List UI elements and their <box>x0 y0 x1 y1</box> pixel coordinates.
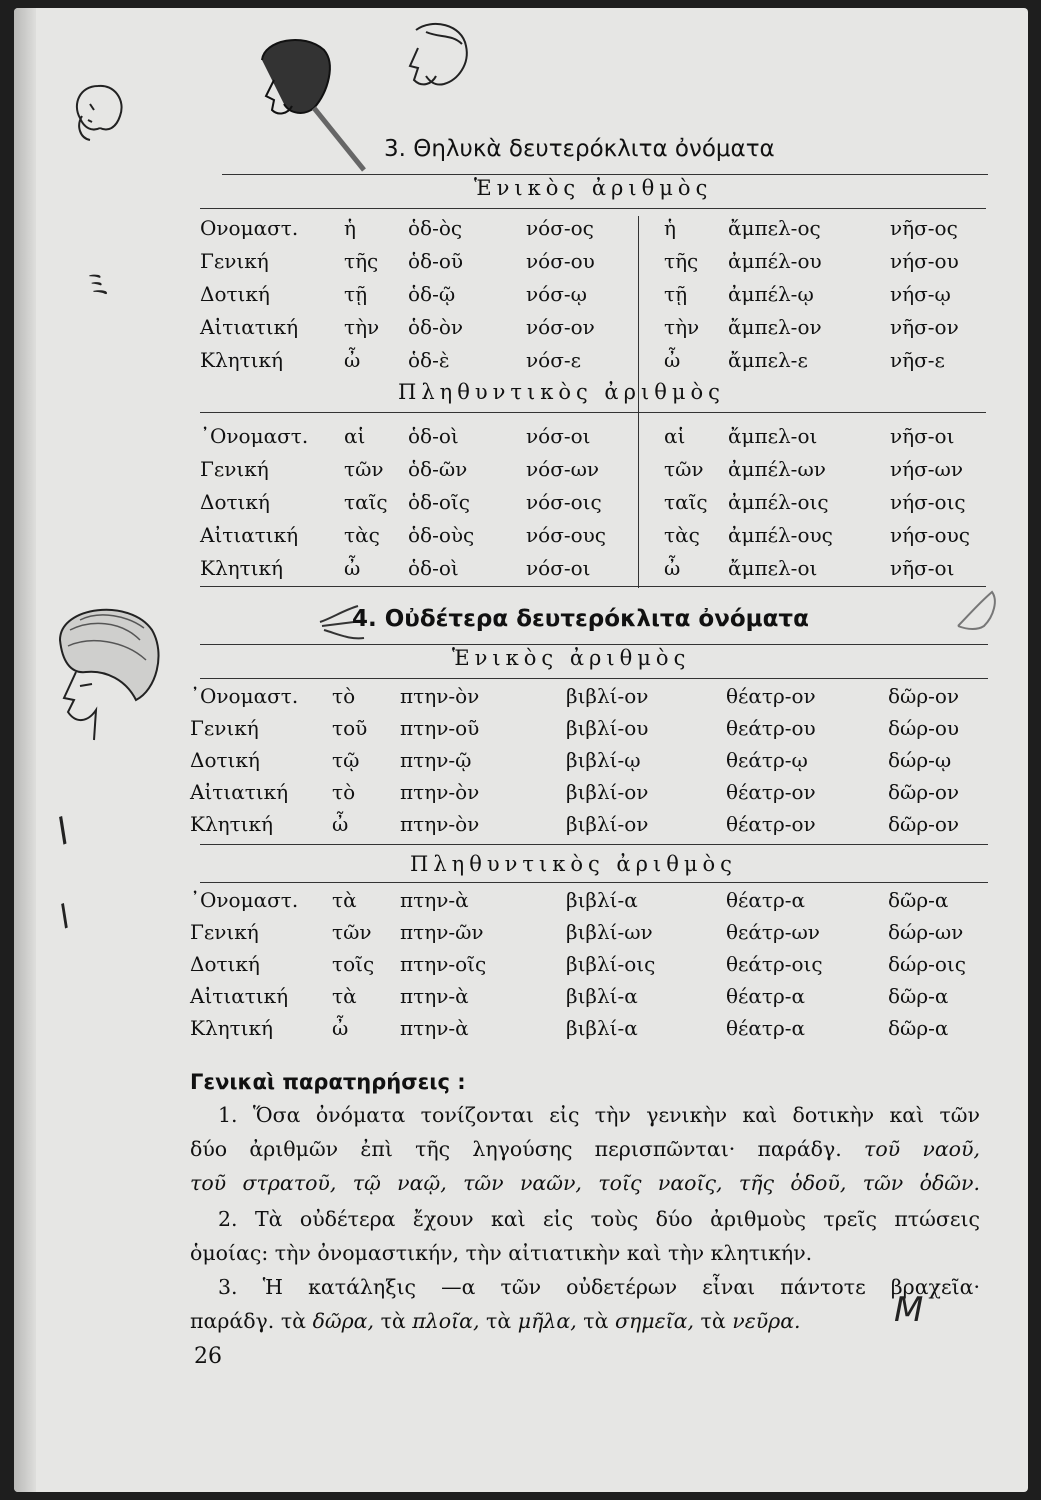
remark-text: τὰ <box>380 1309 406 1333</box>
table-cell: πτην-ὸν <box>400 812 480 836</box>
table-cell: ὦ <box>332 1016 349 1040</box>
remark-example: δῶρα, <box>312 1309 375 1333</box>
table-cell: Γενική <box>190 920 259 944</box>
table-cell: βιβλί-ων <box>566 920 653 944</box>
table-cell: τὴν <box>344 315 380 339</box>
table-cell: δῶρ-α <box>888 888 949 912</box>
remark-example: τοῦ ναοῦ, <box>864 1137 980 1161</box>
table-cell: Αἰτιατική <box>200 315 299 339</box>
table-cell: ὁδ-ὸν <box>408 315 464 339</box>
table-cell: θέατρ-α <box>726 984 805 1008</box>
table-cell: νῆσ-ος <box>890 216 958 240</box>
table-cell: πτην-ὰ <box>400 888 469 912</box>
remark-text: δύο ἀριθμῶν ἐπὶ τῆς ληγούσης περισπῶνται· παράδγ. <box>190 1137 842 1161</box>
table-cell: νόσ-ου <box>526 249 595 273</box>
table-cell: ὁδ-οῦ <box>408 249 464 273</box>
remark-line: ὁμοίας: τὴν ὀνομαστικήν, τὴν αἰτιατικὴν καὶ τὴν κλητικήν. <box>190 1241 813 1265</box>
table-cell: νόσ-οις <box>526 490 602 514</box>
table-cell: Δοτική <box>200 490 270 514</box>
table-cell: νήσ-ῳ <box>890 282 951 306</box>
table-cell: Αἰτιατική <box>190 780 289 804</box>
section-3-title: 3. Θηλυκὰ δευτερόκλιτα ὀνόματα <box>384 136 775 162</box>
table-cell: τῇ <box>664 282 688 306</box>
table-cell: τὰς <box>664 523 700 547</box>
table-cell: τὰ <box>332 984 357 1008</box>
table-cell: νήσ-οις <box>890 490 966 514</box>
table-cell: τῶν <box>332 920 372 944</box>
table-cell: ὁδ-οὺς <box>408 523 475 547</box>
table-cell: δῶρ-α <box>888 1016 949 1040</box>
table-cell: νόσ-οι <box>526 556 591 580</box>
handwritten-scribble-icon <box>948 586 1008 634</box>
remark-example: σημεῖα, <box>614 1309 694 1333</box>
singular-label: Ἑνικὸς ἀριθμὸς <box>474 176 713 200</box>
remark-example: μῆλα, <box>517 1309 577 1333</box>
remarks-heading: Γενικαὶ παρατηρήσεις : <box>190 1070 466 1094</box>
table-cell: βιβλί-οις <box>566 952 656 976</box>
table-cell: ἀμπέλ-ους <box>728 523 833 547</box>
table-cell: αἱ <box>344 424 366 448</box>
table-cell: ἀμπέλ-ων <box>728 457 826 481</box>
table-cell: νόσ-ους <box>526 523 607 547</box>
table-cell: νόσ-οι <box>526 424 591 448</box>
table-cell: Γενική <box>190 716 259 740</box>
table-cell: τῶν <box>344 457 384 481</box>
table-cell: ὁδ-οὶ <box>408 424 459 448</box>
remark-line: 1. Ὅσα ὀνόματα τονίζονται εἰς τὴν γενικὴν καὶ δοτικὴν καὶ τῶν <box>218 1103 980 1127</box>
table-cell: Δοτική <box>190 952 260 976</box>
table-cell: νόσ-ον <box>526 315 595 339</box>
table-cell: Δοτική <box>200 282 270 306</box>
table-cell: νόσ-ων <box>526 457 600 481</box>
table-cell: ἄμπελ-ε <box>728 348 808 372</box>
table-cell: ταῖς <box>664 490 708 514</box>
face-doodle-large-icon <box>40 600 170 750</box>
face-doodle-hat-icon <box>244 30 384 180</box>
table-cell: ᾿Ονομαστ. <box>200 424 309 448</box>
table-cell: θεάτρ-ῳ <box>726 748 808 772</box>
table-cell: Αἰτιατική <box>190 984 289 1008</box>
plural-label: Πληθυντικὸς ἀριθμὸς <box>398 380 725 404</box>
table-cell: ὁδ-ὸς <box>408 216 463 240</box>
section-4-title: 4. Οὐδέτερα δευτερόκλιτα ὀνόματα <box>352 606 809 632</box>
table-cell: πτην-οῦ <box>400 716 480 740</box>
table-cell: ὦ <box>664 348 681 372</box>
handwritten-mark: M <box>894 1290 924 1330</box>
table-cell: τῷ <box>332 748 360 772</box>
table-cell: τὸ <box>332 780 356 804</box>
table-cell: ἄμπελ-ον <box>728 315 822 339</box>
table-cell: νῆσ-ον <box>890 315 959 339</box>
table-cell: τῆς <box>344 249 379 273</box>
table-cell: τὰ <box>332 888 357 912</box>
page-binding-edge <box>14 8 36 1492</box>
table-cell: νῆσ-ε <box>890 348 945 372</box>
remark-line: 3. Ἡ κατάληξις —α τῶν οὐδετέρων εἶναι πάντοτε βραχεῖα· <box>218 1275 980 1299</box>
table-cell: Κλητική <box>200 348 283 372</box>
handwritten-mark: l <box>53 897 76 937</box>
table-cell: ὦ <box>332 812 349 836</box>
table-cell: δῶρ-ον <box>888 812 960 836</box>
table-cell: βιβλί-ον <box>566 780 649 804</box>
table-cell: νῆσ-οι <box>890 556 955 580</box>
table-cell: πτην-ῷ <box>400 748 472 772</box>
table-cell: τῶν <box>664 457 704 481</box>
table-cell: ὦ <box>664 556 681 580</box>
table-cell: ὁδ-ὲ <box>408 348 450 372</box>
table-cell: δῶρ-α <box>888 984 949 1008</box>
table-cell: τὴν <box>664 315 700 339</box>
table-cell: ἡ <box>664 216 676 240</box>
table-cell: ὁδ-οὶ <box>408 556 459 580</box>
table-cell: πτην-ὰ <box>400 1016 469 1040</box>
table-cell: βιβλί-ον <box>566 812 649 836</box>
table-cell: νῆσ-οι <box>890 424 955 448</box>
table-cell: Κλητική <box>190 1016 273 1040</box>
table-cell: ὁδ-ῷ <box>408 282 456 306</box>
table-cell: ἄμπελ-ος <box>728 216 821 240</box>
table-cell: ὦ <box>344 348 361 372</box>
table-cell: βιβλί-α <box>566 888 638 912</box>
remark-line: 2. Τὰ οὐδέτερα ἔχουν καὶ εἰς τοὺς δύο ἀριθμοὺς τρεῖς πτώσεις <box>218 1207 980 1231</box>
table-cell: δώρ-οις <box>888 952 966 976</box>
remark-text: παράδγ. τὰ <box>190 1309 307 1333</box>
handwritten-mark: l <box>51 811 75 854</box>
table-cell: θέατρ-ον <box>726 780 816 804</box>
table-cell: Αἰτιατική <box>200 523 299 547</box>
table-cell: ἀμπέλ-ου <box>728 249 822 273</box>
singular-label: Ἑνικὸς ἀριθμὸς <box>452 646 691 670</box>
table-cell: νήσ-ων <box>890 457 964 481</box>
remark-line <box>190 1132 980 1167</box>
table-cell: πτην-ῶν <box>400 920 484 944</box>
table-cell: τὰς <box>344 523 380 547</box>
face-doodle-small-icon <box>62 76 134 156</box>
table-cell: Γενική <box>200 457 269 481</box>
table-cell: θεάτρ-ου <box>726 716 816 740</box>
table-cell: Γενική <box>200 249 269 273</box>
remark-example: πλοῖα, <box>412 1309 480 1333</box>
handwritten-mark: ﾐ <box>82 264 113 308</box>
table-cell: νήσ-ου <box>890 249 959 273</box>
table-cell: τοῖς <box>332 952 375 976</box>
table-cell: ᾿Ονομαστ. <box>190 684 299 708</box>
table-cell: τῆς <box>664 249 699 273</box>
table-cell: πτην-οῖς <box>400 952 487 976</box>
table-cell: θέατρ-ον <box>726 812 816 836</box>
table-cell: πτην-ὸν <box>400 684 480 708</box>
table-cell: νήσ-ους <box>890 523 970 547</box>
table-cell: τοῦ <box>332 716 368 740</box>
table-cell: ᾿Ονομαστ. <box>190 888 299 912</box>
table-cell: ὁδ-ῶν <box>408 457 468 481</box>
table-cell: ἄμπελ-οι <box>728 556 818 580</box>
table-cell: θέατρ-α <box>726 1016 805 1040</box>
table-cell: βιβλί-ου <box>566 716 649 740</box>
table-cell: βιβλί-α <box>566 984 638 1008</box>
page-number: 26 <box>194 1344 222 1369</box>
table-cell: θεάτρ-ων <box>726 920 820 944</box>
table-cell: νόσ-ε <box>526 348 581 372</box>
table-cell: δώρ-ων <box>888 920 964 944</box>
table-cell: ἀμπέλ-οις <box>728 490 829 514</box>
table-cell: Κλητική <box>200 556 283 580</box>
remark-example: νεῦρα. <box>732 1309 801 1333</box>
table-cell: πτην-ὰ <box>400 984 469 1008</box>
table-cell: βιβλί-ον <box>566 684 649 708</box>
table-cell: δῶρ-ον <box>888 684 960 708</box>
table-cell: αἱ <box>664 424 686 448</box>
table-cell: βιβλί-ῳ <box>566 748 641 772</box>
table-cell: Δοτική <box>190 748 260 772</box>
table-cell: βιβλί-α <box>566 1016 638 1040</box>
table-cell: θεάτρ-οις <box>726 952 823 976</box>
table-cell: νόσ-ῳ <box>526 282 587 306</box>
plural-label: Πληθυντικὸς ἀριθμὸς <box>410 852 737 876</box>
remark-text: τὰ <box>583 1309 609 1333</box>
table-cell: τὸ <box>332 684 356 708</box>
table-cell: ἡ <box>344 216 356 240</box>
remark-text: τὰ <box>486 1309 512 1333</box>
remark-line <box>190 1304 980 1339</box>
table-cell: νόσ-ος <box>526 216 594 240</box>
table-cell: ὦ <box>344 556 361 580</box>
table-cell: ταῖς <box>344 490 388 514</box>
face-doodle-outline-icon <box>396 18 486 108</box>
table-cell: θέατρ-ον <box>726 684 816 708</box>
book-page <box>14 8 1028 1492</box>
table-cell: Ονομαστ. <box>200 216 299 240</box>
table-cell: δώρ-ου <box>888 716 960 740</box>
table-cell: τῇ <box>344 282 368 306</box>
remark-text: τὰ <box>700 1309 726 1333</box>
table-cell: ἀμπέλ-ῳ <box>728 282 814 306</box>
table-cell: ἄμπελ-οι <box>728 424 818 448</box>
table-cell: πτην-ὸν <box>400 780 480 804</box>
table-cell: ὁδ-οῖς <box>408 490 470 514</box>
table-cell: Κλητική <box>190 812 273 836</box>
table-cell: θέατρ-α <box>726 888 805 912</box>
table-cell: δῶρ-ον <box>888 780 960 804</box>
table-cell: δώρ-ῳ <box>888 748 952 772</box>
remark-example-line: τοῦ στρατοῦ, τῷ ναῷ, τῶν ναῶν, τοῖς ναοῖς, τῆς ὁδοῦ, τῶν ὁδῶν. <box>190 1171 980 1195</box>
